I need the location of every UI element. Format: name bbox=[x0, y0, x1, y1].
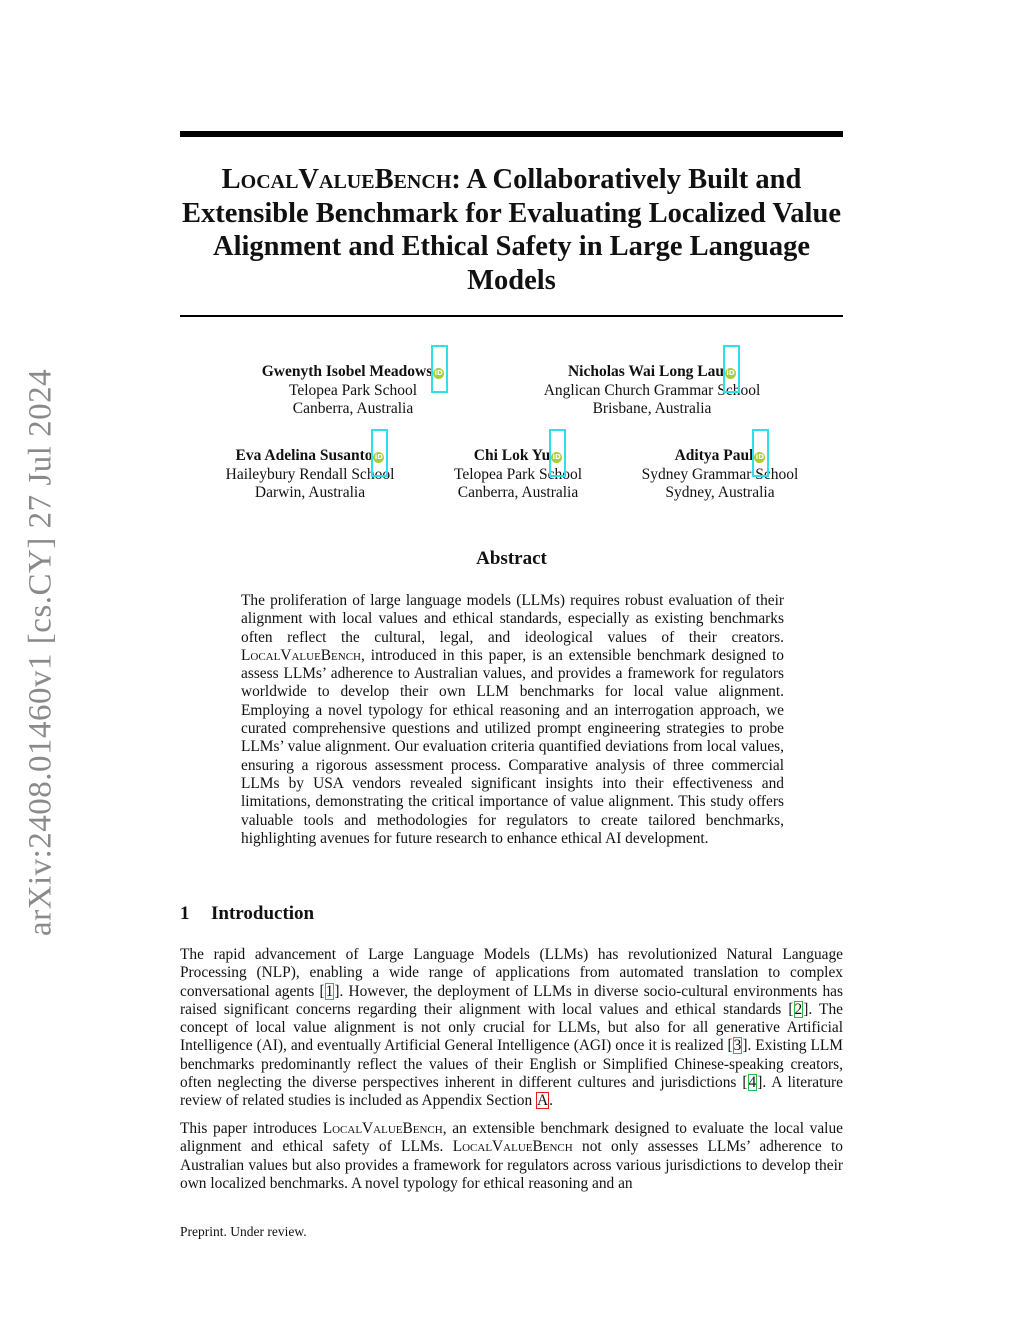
benchmark-name: LocalValueBench bbox=[452, 1138, 573, 1156]
paragraph-text: . Existing LLM benchmarks predominantly reflect the values of their English or Simplified Chinese-speaking creators, often neglecting the diverse perspectives inherent in different cultures and jurisdictions bbox=[180, 1037, 843, 1092]
title-rest: : A Collaboratively Built and Extensible Benchmark for Evaluating Localized Value Alignment and Ethical Safety in Large Language Models bbox=[182, 164, 841, 296]
author-affiliation: Haileybury Rendall School bbox=[225, 465, 395, 483]
paragraph-text: . A literature review of related studies is included as Appendix Section bbox=[180, 1074, 843, 1110]
citation-link[interactable]: 1 bbox=[325, 982, 334, 1000]
abstract-benchmark-name: LocalValueBench bbox=[241, 646, 361, 664]
section-title: Introduction bbox=[211, 903, 315, 924]
title-top-rule bbox=[180, 131, 843, 137]
paragraph-text: . The concept of local value alignment is not only crucial for LLMs, but also for all generative Artificial Intelligence (AI), and eventually Artificial General Intelligence (AGI) once it is realized bbox=[180, 1000, 843, 1055]
footer-note: Preprint. Under review. bbox=[180, 1224, 307, 1239]
paragraph-text: . bbox=[549, 1092, 554, 1110]
title-benchmark-name: LocalValueBench bbox=[221, 164, 452, 195]
abstract-body: , introduced in this paper, is an extensible benchmark designed to assess LLMs’ adherence to Australian values, and provides a framework for regulators worldwide to develop their own LLM benchmarks for local value alignment. Employing a novel typology for ethical reasoning and an interrogation approach, we curated comprehensive questions and utilized prompt engineering strategies to probe LLMs’ value alignment. Our evaluation criteria quantified deviations from local values, ensuring a rigorous assessment process. Comparative analysis of three commercial LLMs by USA vendors revealed significant insights into their effectiveness and limitations, demonstrating the critical importance of value alignment. This study offers valuable tools and methodologies for regulators to create tailored benchmarks, highlighting avenues for future research to enhance ethical AI development. bbox=[241, 646, 784, 847]
author-block bbox=[627, 447, 813, 503]
author-block bbox=[230, 363, 476, 419]
orcid-icon[interactable]: iD bbox=[725, 368, 736, 379]
section-heading bbox=[180, 903, 314, 925]
paragraph-text: The rapid advancement of Large Language Models (LLMs) has revolutionized Natural Language Processing (NLP), enabling a wide range of applications from automated translation to complex conversational agents bbox=[180, 946, 843, 1000]
orcid-icon[interactable]: iD bbox=[373, 452, 384, 463]
benchmark-name: LocalValueBench bbox=[322, 1120, 443, 1137]
citation-link[interactable]: 4 bbox=[748, 1074, 757, 1092]
section-number: 1 bbox=[180, 903, 190, 924]
orcid-icon[interactable]: iD bbox=[433, 368, 444, 379]
author-location: Brisbane, Australia bbox=[592, 400, 712, 417]
author-block bbox=[210, 447, 410, 503]
paragraph-text: not only assesses LLMs’ adherence to Australian values but also provides a framework for regulators across various jurisdictions to develop their own localized benchmarks. A novel typology for ethical reasoning and an bbox=[180, 1138, 843, 1192]
abstract-heading: Abstract bbox=[476, 548, 547, 569]
author-affiliation: Sydney Grammar School bbox=[641, 465, 799, 483]
paper-title bbox=[180, 163, 843, 297]
orcid-link-box bbox=[723, 345, 740, 393]
author-name: Gwenyth Isobel Meadows bbox=[261, 363, 433, 380]
abstract-intro: The proliferation of large language models (LLMs) requires robust evaluation of their alignment with local values and ethical standards, especially as existing benchmarks often reflect the cultural, legal, and ideological values of their creators. bbox=[241, 592, 784, 646]
orcid-link-box bbox=[549, 429, 566, 477]
intro-paragraph bbox=[180, 1120, 843, 1193]
author-block bbox=[510, 363, 794, 419]
intro-paragraph: The rapid advancement of Large Language Models (LLMs) has revolutionized Natural Language Processing (NLP), enabling a wide range of applications from automated translation to complex conversational agents [1]. However, the deployment of LLMs in diverse socio-cultural environments has raised significant concerns regarding their alignment with local values and ethical standards [2]. The concept of local value alignment is not only crucial for LLMs, but also for all generative Artificial Intelligence (AI), and eventually Artificial General Intelligence (AGI) once it is realized [3]. Existing LLM benchmarks predominantly reflect the values of their English or Simplified Chinese-speaking creators, often neglecting the diverse perspectives inherent in different cultures and jurisdictions [4]. A literature review of related studies is included as Appendix Section A. bbox=[180, 946, 843, 1110]
orcid-link-box bbox=[431, 345, 448, 393]
author-location: Darwin, Australia bbox=[254, 484, 366, 501]
author-name: Aditya Paul bbox=[674, 447, 754, 464]
orcid-icon[interactable]: iD bbox=[551, 452, 562, 463]
abstract-text bbox=[241, 592, 784, 848]
citation-link[interactable]: 2 bbox=[794, 1000, 803, 1018]
paragraph-text: . However, the deployment of LLMs in diverse socio-cultural environments has raised significant concerns regarding their alignment with local values and ethical standards bbox=[180, 982, 843, 1018]
arxiv-identifier: arXiv:2408.01460v1 [cs.CY] 27 Jul 2024 bbox=[22, 368, 59, 937]
author-name: Eva Adelina Susanto bbox=[235, 447, 373, 464]
citation-link[interactable]: 3 bbox=[733, 1037, 742, 1055]
author-affiliation: Anglican Church Grammar School bbox=[543, 381, 761, 399]
author-location: Canberra, Australia bbox=[292, 400, 414, 417]
author-affiliation: Telopea Park School bbox=[453, 465, 583, 483]
author-affiliation: Telopea Park School bbox=[288, 381, 418, 399]
orcid-link-box bbox=[371, 429, 388, 477]
title-bottom-rule bbox=[180, 315, 843, 317]
paragraph-text: , an extensible benchmark designed to evaluate the local value alignment and ethical safety of LLMs. bbox=[180, 1120, 843, 1156]
orcid-link-box bbox=[752, 429, 769, 477]
author-name: Chi Lok Yu bbox=[473, 447, 551, 464]
author-block bbox=[440, 447, 596, 503]
appendix-link[interactable]: A bbox=[537, 1092, 549, 1110]
author-name: Nicholas Wai Long Lau bbox=[567, 363, 725, 380]
author-location: Sydney, Australia bbox=[665, 484, 775, 501]
orcid-icon[interactable]: iD bbox=[754, 452, 765, 463]
author-location: Canberra, Australia bbox=[457, 484, 579, 501]
paragraph-text: This paper introduces bbox=[180, 1120, 323, 1137]
